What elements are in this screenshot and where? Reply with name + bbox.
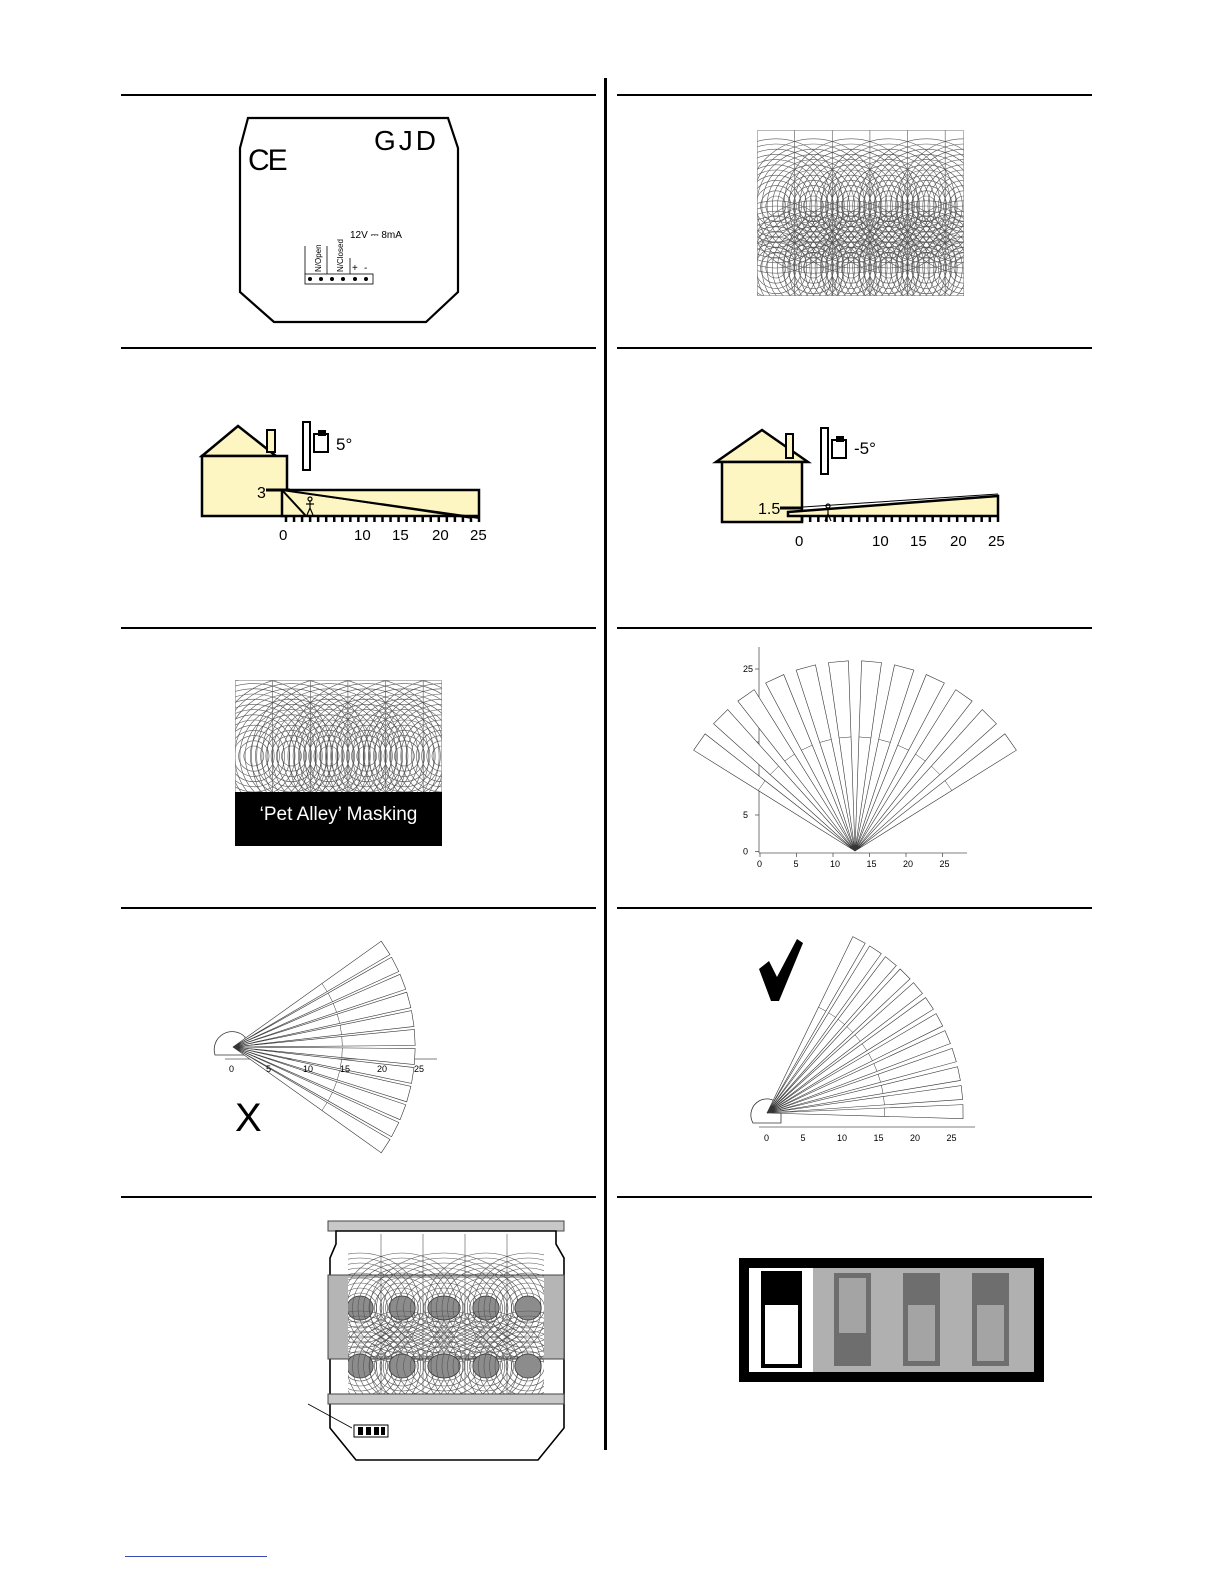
rule	[121, 1196, 596, 1198]
x-tick-label: 15	[866, 859, 877, 869]
tick-label: 10	[872, 533, 889, 550]
lens-segment	[515, 1354, 541, 1378]
detector-interior-diagram	[300, 1218, 570, 1463]
y-tick-label: 25	[743, 664, 754, 674]
detection-zones	[767, 937, 963, 1119]
x-tick-label: 5	[266, 1064, 272, 1074]
ce-mark: CE	[248, 144, 286, 177]
detector-icon	[821, 428, 846, 474]
x-tick-label: 10	[303, 1064, 314, 1074]
detector-icon	[303, 422, 328, 470]
tick-label: 25	[470, 527, 487, 544]
rule	[121, 94, 596, 96]
plan-view-coverage	[735, 645, 975, 870]
x-tick-label: 25	[939, 859, 950, 869]
terminal-label: -	[364, 263, 368, 274]
dip-switch-block	[739, 1258, 1044, 1382]
terminal-block	[305, 239, 373, 284]
terminal-label: +	[352, 263, 358, 274]
lens-pattern	[757, 130, 964, 296]
mounting-diagram-5deg	[190, 420, 500, 550]
x-tick-label: 0	[764, 1133, 770, 1143]
incorrect-mounting-coverage	[205, 955, 445, 1145]
tick-label: 10	[354, 527, 371, 544]
x-tick-label: 10	[837, 1133, 848, 1143]
x-axis-ticks	[764, 1133, 957, 1143]
rule	[121, 347, 596, 349]
dip-switch-4[interactable]	[972, 1273, 1009, 1366]
dip-switch-3[interactable]	[903, 1273, 940, 1366]
x-tick-label: 15	[340, 1064, 351, 1074]
x-tick-label: 15	[873, 1133, 884, 1143]
x-tick-label: 25	[414, 1064, 425, 1074]
x-tick-label: 20	[903, 859, 914, 869]
terminal-label: N/Closed	[336, 239, 345, 272]
x-axis-ticks	[757, 853, 950, 869]
tick-label: 0	[279, 527, 288, 544]
x-tick-label: 25	[946, 1133, 957, 1143]
x-tick-label: 10	[830, 859, 841, 869]
x-tick-label: 20	[377, 1064, 388, 1074]
tick-label: 15	[392, 527, 409, 544]
y-tick-label: 5	[743, 810, 749, 820]
rule	[617, 907, 1092, 909]
rating-label: 12V ⎓ 8mA	[350, 230, 402, 241]
y-tick-label: 0	[743, 846, 749, 857]
mounting-diagram-neg5deg	[706, 426, 1016, 556]
tick-label: 20	[432, 527, 449, 544]
x-tick-label: 5	[800, 1133, 806, 1143]
lens-segment	[389, 1354, 415, 1378]
footer-link-underline	[125, 1556, 267, 1557]
rule	[617, 1196, 1092, 1198]
rule	[617, 94, 1092, 96]
check-mark-icon	[759, 939, 803, 1001]
rule	[617, 627, 1092, 629]
wrong-mark: X	[235, 1096, 262, 1140]
terminal-label: N/Open	[314, 244, 323, 272]
tick-label: 20	[950, 533, 967, 550]
pet-alley-label: ‘Pet Alley’ Masking	[259, 804, 418, 825]
center-divider	[604, 78, 607, 1450]
dip-switch-1[interactable]	[763, 1273, 800, 1366]
mount-height: 1.5	[758, 501, 781, 518]
x-tick-label: 20	[910, 1133, 921, 1143]
x-tick-label: 0	[229, 1064, 235, 1074]
tick-label: 0	[795, 533, 804, 550]
tick-label: 25	[988, 533, 1005, 550]
detection-zones	[694, 661, 1017, 851]
rule	[121, 627, 596, 629]
tilt-angle: -5°	[854, 439, 876, 458]
mount-height: 3	[257, 485, 266, 502]
dip-switch-2[interactable]	[834, 1273, 871, 1366]
x-tick-label: 0	[757, 859, 763, 869]
rule	[617, 347, 1092, 349]
dip-switch-small	[354, 1425, 388, 1437]
detector-back-diagram	[230, 112, 470, 327]
lens-segment	[428, 1354, 460, 1378]
ground-ticks	[286, 517, 479, 522]
brand-logo: GJD	[374, 125, 439, 156]
correct-mounting-coverage	[745, 935, 985, 1150]
tilt-angle: 5°	[336, 435, 353, 454]
x-tick-label: 5	[793, 859, 799, 869]
rule	[121, 907, 596, 909]
ground-ticks	[802, 517, 998, 522]
tick-label: 15	[910, 533, 927, 550]
